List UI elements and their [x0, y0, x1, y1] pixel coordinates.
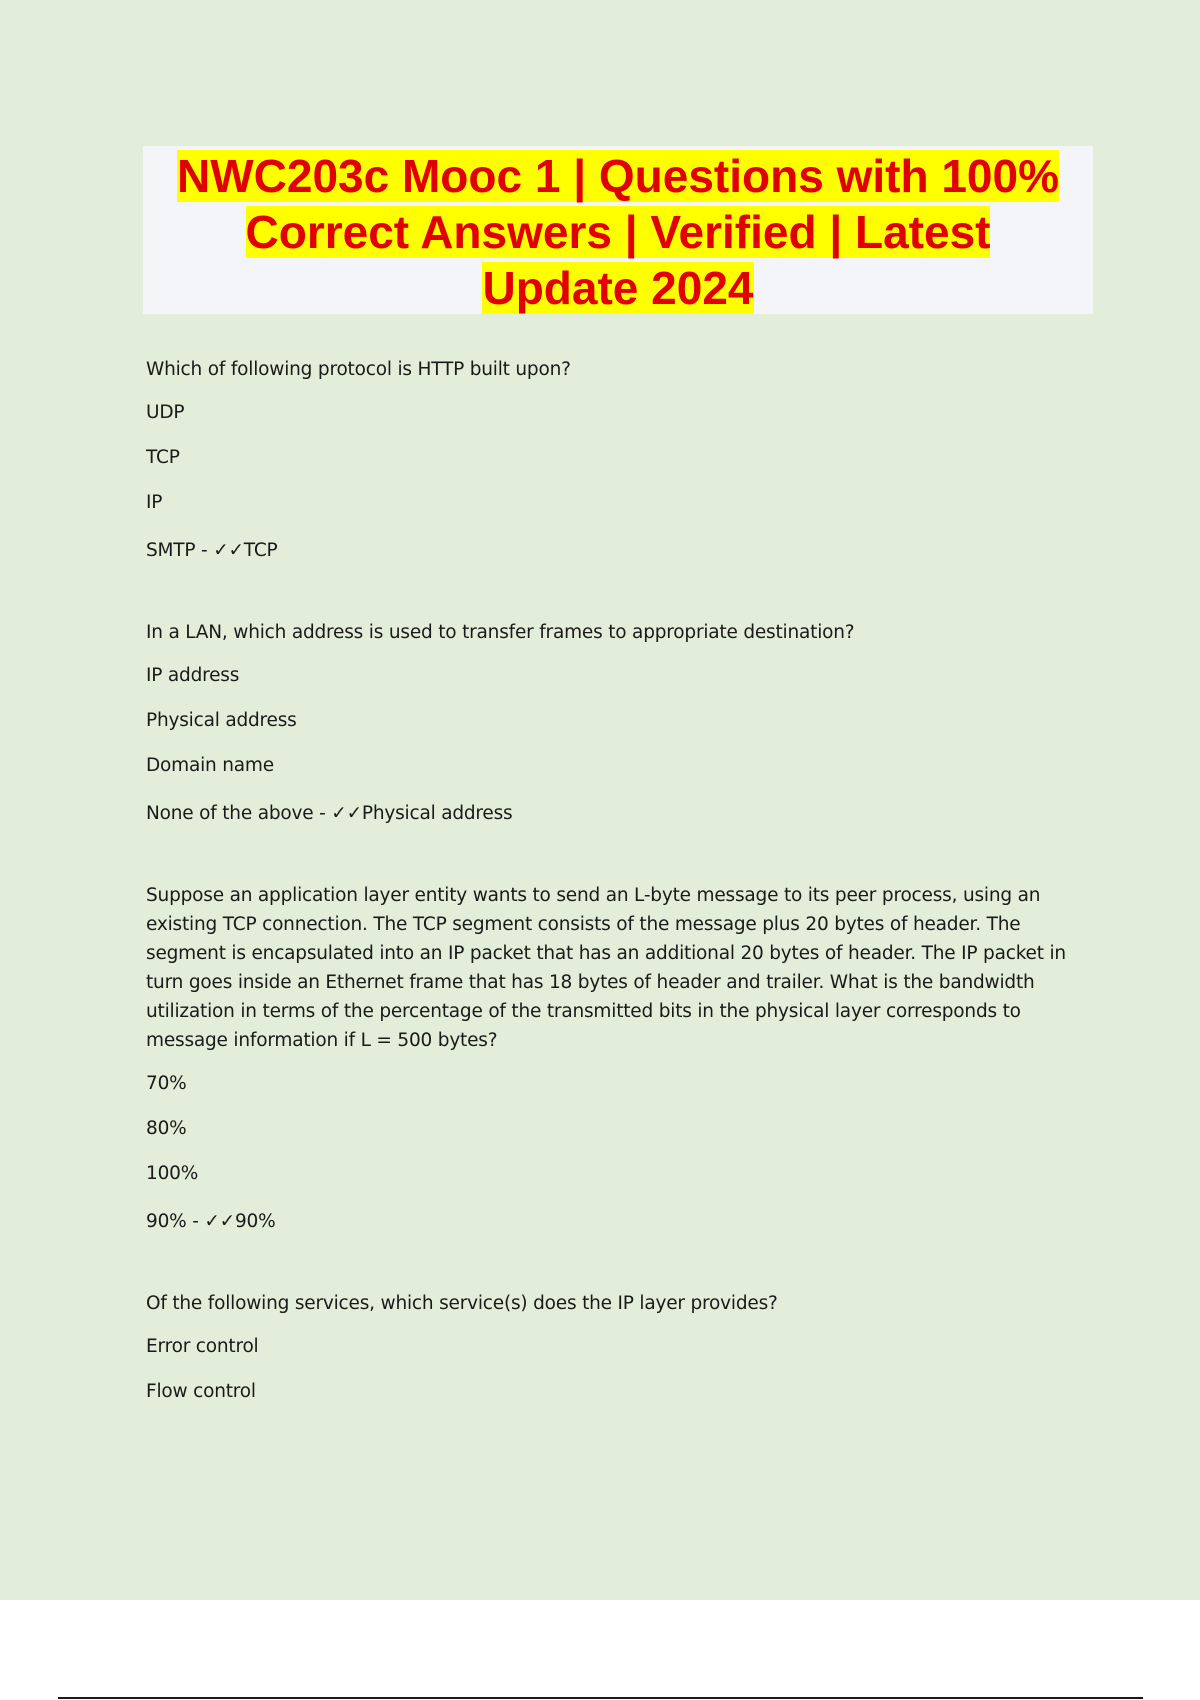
answer-option: 70% — [146, 1073, 187, 1094]
question-text: Suppose an application layer entity wants to send an L-byte message to its peer process, using an existing TCP connection. The TCP segment consists of the message plus 20 bytes of header. The segment is encapsulated into an IP packet that has an additional 20 bytes of header. The IP packet in turn goes inside an Ethernet frame that has 18 bytes of header and trailer. What is the bandwidth utilization in terms of the percentage of the transmitted bits in the physical layer corresponds to message information if L = 500 bytes? — [146, 885, 1066, 1051]
answer-option: Error control — [146, 1336, 259, 1357]
title-line-2: Correct Answers | Verified | Latest — [245, 206, 991, 258]
correct-answer-line: None of the above - ✓✓Physical address — [146, 803, 513, 824]
footer-divider — [58, 1697, 1143, 1699]
title-line-1: NWC203c Mooc 1 | Questions with 100% — [177, 150, 1059, 202]
question-item-2 — [146, 618, 1096, 828]
question-item-4 — [146, 1289, 1096, 1406]
answer-option: Flow control — [146, 1381, 256, 1402]
answer-option: UDP — [146, 402, 185, 423]
title-banner — [143, 146, 1093, 314]
answer-option: Physical address — [146, 710, 297, 731]
document-title — [143, 148, 1093, 316]
answer-option: 80% — [146, 1118, 187, 1139]
correct-answer-line: SMTP - ✓✓TCP — [146, 540, 278, 561]
question-text: Of the following services, which service(s) does the IP layer provides? — [146, 1293, 778, 1314]
question-item-3 — [146, 881, 1096, 1236]
answer-option: Domain name — [146, 755, 274, 776]
correct-answer-line: 90% - ✓✓90% — [146, 1211, 276, 1232]
answer-option: TCP — [146, 447, 180, 468]
answer-option: 100% — [146, 1163, 199, 1184]
question-text: In a LAN, which address is used to transfer frames to appropriate destination? — [146, 622, 855, 643]
question-text: Which of following protocol is HTTP built upon? — [146, 359, 571, 380]
title-line-3: Update 2024 — [482, 262, 754, 314]
answer-option: IP — [146, 492, 163, 513]
question-list — [146, 355, 1096, 1459]
answer-option: IP address — [146, 665, 240, 686]
question-item-1 — [146, 355, 1096, 565]
